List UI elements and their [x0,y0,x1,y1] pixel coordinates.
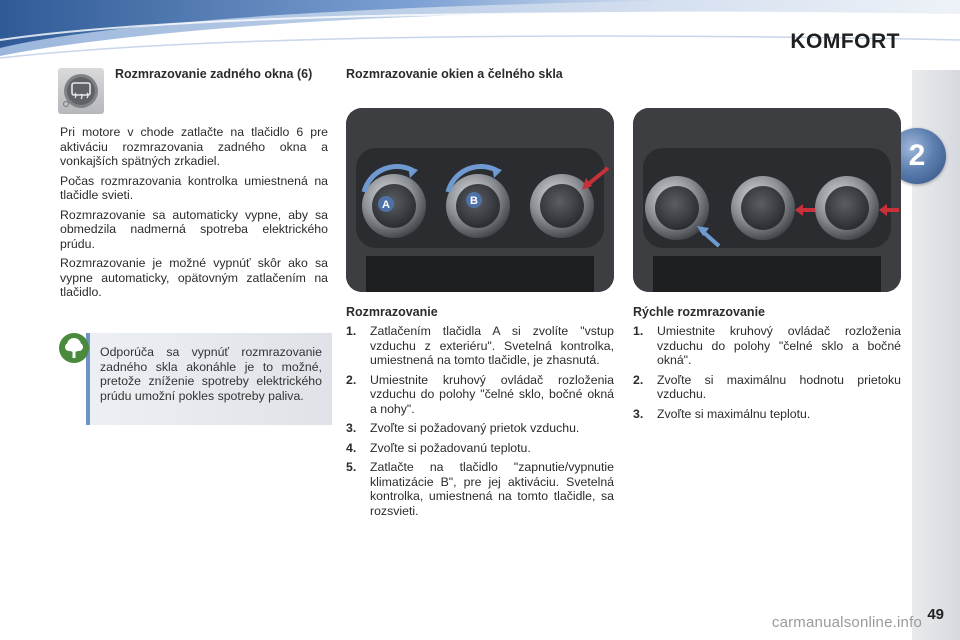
list-item [346,460,614,518]
list-item [346,373,614,417]
page-number: 49 [927,606,944,623]
step-number: 1. [346,324,357,338]
paragraph: Počas rozmrazovania kontrolka umiestnená na tlačidle svieti. [60,173,328,202]
step-text: Zvoľte si maximálnu hodnotu prietoku vzduchu. [657,372,901,401]
list-item [346,421,614,436]
quick-defrost-title: Rýchle rozmrazovanie [633,305,765,319]
step-number: 5. [346,460,357,474]
step-number: 1. [633,324,644,338]
defrost-title: Rozmrazovanie [346,305,438,319]
step-text: Zvoľte si maximálnu teplotu. [657,406,811,421]
paragraph: Rozmrazovanie je možné vypnúť skôr ako sa vypne automaticky, opätovným zatlačením na tlačidlo. [60,256,328,299]
step-text: Zvoľte si požadovanú teplotu. [370,440,531,455]
rear-defrost-text [60,125,328,305]
step-text: Zatlačením tlačidla A si zvolíte "vstup vzduchu z exteriéru". Svetelná kontrolka, umiestnená na tomto tlačidle, je zhasnutá. [370,324,614,367]
windscreen-defrost-heading: Rozmrazovanie okien a čelného skla [346,67,563,81]
knob-left [362,174,426,238]
label-b: B [470,195,478,207]
rear-defrost-heading: Rozmrazovanie zadného okna (6) [115,67,313,81]
eco-tree-icon [59,333,89,363]
step-text: Zatlačte na tlačidlo "zapnutie/vypnutie klimatizácie B", pre jej aktiváciu. Svetelná kontrolka, umiestnená na tomto tlačidle, sa rozsvieti. [370,460,614,518]
defrost-instructions [346,305,614,523]
defrost-steps [346,324,614,518]
quick-defrost-instructions [633,305,901,426]
step-number: 2. [633,372,644,387]
list-item [346,324,614,368]
chapter-title: KOMFORT [790,30,900,53]
paragraph: Pri motore v chode zatlačte na tlačidlo 6 pre aktiváciu rozmrazovania zadného okna a vonkajších spätných zrkadiel. [60,125,328,168]
paragraph: Rozmrazovanie sa automaticky vypne, aby sa obmedzila nadmerná spotreba elektrického prúdu. [60,207,328,251]
step-number: 3. [633,406,644,421]
list-item [633,324,901,368]
list-item [633,373,901,402]
climate-control-photo-quick-defrost [633,108,901,292]
quick-defrost-steps [633,324,901,421]
eco-tip-text: Odporúča sa vypnúť rozmrazovanie zadného skla akonáhle je to možné, pretože zníženie spotreby elektrického prúdu umožní pokles spotreby paliva. [100,345,322,403]
list-item [633,407,901,422]
step-number: 4. [346,440,357,455]
step-number: 3. [346,421,357,435]
watermark: carmanualsonline.info [771,614,922,631]
label-a: A [382,199,390,211]
step-number: 2. [346,372,357,387]
climate-control-photo-defrost [346,108,614,292]
step-text: Umiestnite kruhový ovládač rozloženia vzduchu do polohy "čelné sklo a bočné okná". [657,324,901,367]
list-item [346,441,614,456]
step-text: Umiestnite kruhový ovládač rozloženia vzduchu do polohy "čelné sklo, bočné okná a nohy". [370,372,614,416]
chapter-number: 2 [908,139,926,172]
step-text: Zvoľte si požadovaný prietok vzduchu. [370,421,580,435]
rear-defrost-icon [58,68,104,114]
